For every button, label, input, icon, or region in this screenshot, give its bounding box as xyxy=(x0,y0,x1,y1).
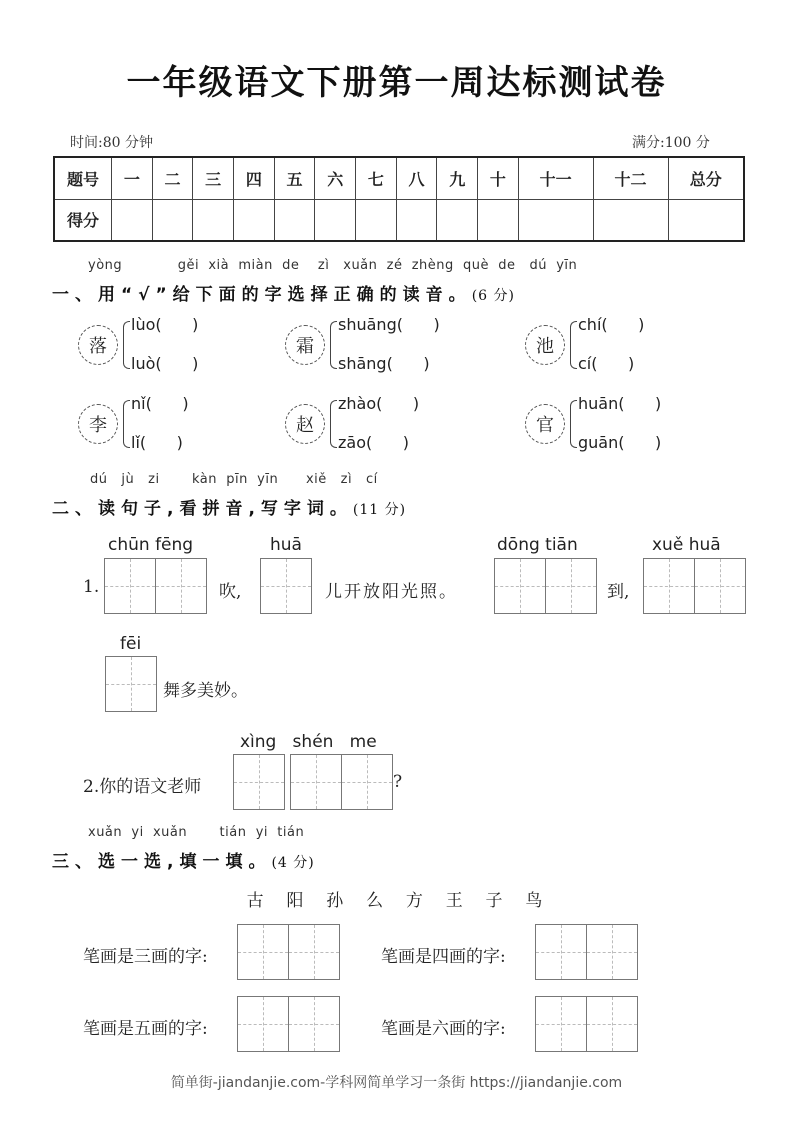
answer-grid[interactable] xyxy=(233,754,285,810)
pinyin-option-a[interactable]: huān( ) xyxy=(578,394,662,413)
pinyin-option-a[interactable]: shuāng( ) xyxy=(338,315,440,334)
full-score-label: 满分:100 分 xyxy=(632,135,710,151)
answer-grid[interactable] xyxy=(237,924,340,980)
score-input-cell[interactable] xyxy=(152,199,193,241)
score-input-cell[interactable] xyxy=(356,199,397,241)
q1-text-1: 吹, xyxy=(219,582,242,602)
char-flower: 池 xyxy=(525,325,565,365)
pinyin-option-b[interactable]: cí( ) xyxy=(578,354,635,373)
answer-grid[interactable] xyxy=(643,558,746,614)
q1-text-4: 舞多美妙。 xyxy=(163,681,248,701)
answer-grid[interactable] xyxy=(535,996,638,1052)
pinyin-option-a[interactable]: lùo( ) xyxy=(131,315,199,334)
answer-grid[interactable] xyxy=(105,656,157,712)
answer-grid[interactable] xyxy=(535,924,638,980)
pinyin-option-b[interactable]: lǐ( ) xyxy=(131,433,183,452)
score-input-cell[interactable] xyxy=(274,199,315,241)
footer: 简单街-jiandanjie.com-学科网简单学习一条街 https://jiandanjie.com xyxy=(170,1075,623,1091)
brace-icon xyxy=(570,400,577,448)
sec3-label-6: 笔画是六画的字: xyxy=(381,1019,506,1039)
answer-grid[interactable] xyxy=(290,754,393,810)
answer-grid[interactable] xyxy=(260,558,312,614)
pinyin-option-b[interactable]: guān( ) xyxy=(578,433,662,452)
q2-pinyin: xìng shén me xyxy=(240,732,377,752)
char-flower: 霜 xyxy=(285,325,325,365)
pinyin-option-b[interactable]: shāng( ) xyxy=(338,354,430,373)
score-input-cell[interactable] xyxy=(315,199,356,241)
score-table xyxy=(53,156,745,242)
page-title: 一年级语文下册第一周达标测试卷 xyxy=(126,63,667,103)
score-header-cell: 三 xyxy=(193,157,234,199)
q1-pinyin-4: xuě huā xyxy=(652,535,721,555)
sec3-label-3: 笔画是三画的字: xyxy=(83,947,208,967)
brace-icon xyxy=(123,321,130,369)
score-input-cell[interactable] xyxy=(234,199,275,241)
score-header-cell: 五 xyxy=(274,157,315,199)
pinyin-option-a[interactable]: nǐ( ) xyxy=(131,394,189,413)
pinyin-option-b[interactable]: zāo( ) xyxy=(338,433,409,452)
score-input-cell[interactable] xyxy=(668,199,744,241)
score-header-cell: 十 xyxy=(478,157,519,199)
q1-text-3: 到, xyxy=(607,582,630,602)
q1-pinyin-3: dōng tiān xyxy=(497,535,578,555)
score-header-cell: 一 xyxy=(112,157,153,199)
score-header-cell: 题号 xyxy=(54,157,112,199)
sec1-pinyin: yòng gěi xià miàn de zì xuǎn zé zhèng què de dú yīn xyxy=(88,258,578,273)
answer-grid[interactable] xyxy=(494,558,597,614)
score-header-cell: 十二 xyxy=(593,157,668,199)
q2-text-1: 2.你的语文老师 xyxy=(83,777,202,797)
sec3-label-5: 笔画是五画的字: xyxy=(83,1019,208,1039)
answer-grid[interactable] xyxy=(104,558,207,614)
brace-icon xyxy=(570,321,577,369)
score-header-cell: 四 xyxy=(234,157,275,199)
score-header-cell: 总分 xyxy=(668,157,744,199)
brace-icon xyxy=(330,400,337,448)
q1-text-2: 儿开放阳光照。 xyxy=(325,582,458,602)
score-header-cell: 二 xyxy=(152,157,193,199)
score-input-cell[interactable] xyxy=(112,199,153,241)
sec3-char-choices: 古 阳 孙 么 方 王 子 鸟 xyxy=(246,891,547,911)
q1-pinyin-2: huā xyxy=(270,535,302,555)
char-flower: 官 xyxy=(525,404,565,444)
sec1-title: 一、用“√”给下面的字选择正确的读音。(6 分) xyxy=(52,285,515,305)
score-input-cell[interactable] xyxy=(478,199,519,241)
pinyin-option-a[interactable]: chí( ) xyxy=(578,315,645,334)
q1-pinyin-5: fēi xyxy=(120,634,142,654)
score-input-cell[interactable] xyxy=(593,199,668,241)
score-input-cell[interactable] xyxy=(518,199,593,241)
char-flower: 赵 xyxy=(285,404,325,444)
sec3-label-4: 笔画是四画的字: xyxy=(381,947,506,967)
pinyin-option-a[interactable]: zhào( ) xyxy=(338,394,420,413)
char-flower: 落 xyxy=(78,325,118,365)
score-header-cell: 七 xyxy=(356,157,397,199)
sec3-title: 三、选一选,填一填。(4 分) xyxy=(52,852,315,872)
sec3-pinyin: xuǎn yi xuǎn tián yi tián xyxy=(88,825,305,840)
sec2-pinyin: dú jù zi kàn pīn yīn xiě zì cí xyxy=(90,472,378,487)
answer-grid[interactable] xyxy=(237,996,340,1052)
score-header-cell: 八 xyxy=(396,157,437,199)
score-header-cell: 六 xyxy=(315,157,356,199)
brace-icon xyxy=(123,400,130,448)
pinyin-option-b[interactable]: luò( ) xyxy=(131,354,199,373)
brace-icon xyxy=(330,321,337,369)
time-label: 时间:80 分钟 xyxy=(70,135,153,151)
score-row-label: 得分 xyxy=(54,199,112,241)
score-input-cell[interactable] xyxy=(396,199,437,241)
score-input-cell[interactable] xyxy=(193,199,234,241)
q2-text-2: ? xyxy=(393,772,403,792)
char-flower: 李 xyxy=(78,404,118,444)
sec2-title: 二、读句子,看拼音,写字词。(11 分) xyxy=(52,499,407,519)
score-header-cell: 十一 xyxy=(518,157,593,199)
q1-pinyin-1: chūn fēng xyxy=(108,535,194,555)
score-header-cell: 九 xyxy=(437,157,478,199)
q1-number: 1. xyxy=(83,577,100,597)
score-input-cell[interactable] xyxy=(437,199,478,241)
